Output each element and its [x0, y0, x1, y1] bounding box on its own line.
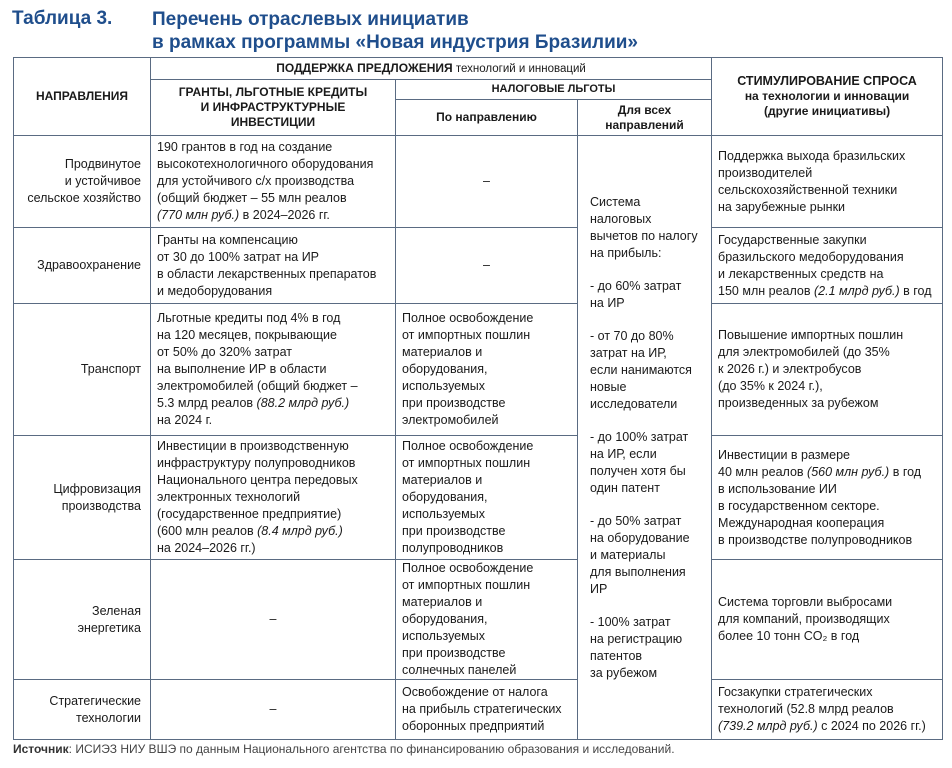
header-supply: ПОДДЕРЖКА ПРЕДЛОЖЕНИЯ технологий и инноваций [151, 58, 712, 80]
text-line: за рубежом [590, 665, 658, 680]
direction-cell [14, 560, 151, 680]
text-line: произведенных за рубежом [718, 396, 879, 410]
text-line: Транспорт [80, 362, 141, 376]
header-tax: НАЛОГОВЫЕ ЛЬГОТЫ [396, 80, 712, 100]
text-line: (770 млн руб.) в 2024–2026 гг. [157, 208, 330, 222]
table-row [14, 136, 943, 228]
text-line: на 120 месяцев, покрывающие [157, 328, 337, 342]
text-line: (общий бюджет – 55 млн реалов [157, 191, 347, 205]
text-line: более 10 тонн CO₂ в год [718, 629, 860, 643]
text-line: от импортных пошлин [402, 328, 531, 342]
text-line: если нанимаются [590, 362, 692, 377]
text-line: Цифровизация [53, 481, 141, 496]
text-line: Льготные кредиты под 4% в год [157, 311, 341, 325]
text-line: Гранты на компенсацию [157, 232, 298, 247]
text-line: материалов и оборудования, [402, 345, 488, 376]
text-line: и лекарственных средств на [718, 266, 884, 281]
text-line: Поддержка выхода бразильских [718, 148, 906, 163]
text-line: сельское хозяйство [27, 191, 141, 205]
header-all-directions: Для всех направлений [578, 100, 712, 136]
text-line: - до 50% затрат [590, 513, 682, 528]
tax-direction-cell [396, 560, 578, 680]
text-line: налоговых [590, 211, 652, 226]
text-line: Зеленая [92, 603, 141, 618]
text-line: 190 грантов в год на создание [157, 140, 333, 154]
demand-cell [712, 560, 943, 680]
direction-cell [14, 136, 151, 228]
text-line: (до 35% к 2024 г.), [718, 379, 823, 393]
text-line: Полное освобождение [402, 439, 534, 453]
source-note: Источник: ИСИЭЗ НИУ ВШЭ по данным Национального агентства по финансированию образования и исследований. [13, 742, 675, 756]
text-line: на ИР, если [590, 446, 657, 461]
text-line: производства [61, 498, 141, 513]
text-line: от 30 до 100% затрат на ИР [157, 249, 320, 264]
grants-cell [151, 228, 396, 304]
demand-cell [712, 136, 943, 228]
text-line: один патент [590, 480, 660, 495]
text-line: энергетика [77, 620, 141, 635]
text-line: Повышение импортных пошлин [718, 328, 904, 342]
text-line: на ИР [590, 295, 625, 310]
tax-direction-cell: – [396, 136, 578, 228]
tax-direction-cell [396, 436, 578, 560]
text-line: на оборудование [590, 530, 690, 545]
text-line: Полное освобождение [402, 311, 534, 325]
text-line: используемых [402, 507, 485, 521]
text-line: для устойчивого с/х производства [157, 174, 355, 188]
text-line: Стратегические [49, 693, 141, 708]
text-line: на прибыль: [590, 245, 662, 260]
tax-all-directions-cell [578, 136, 712, 740]
text-line: вычетов по налогу [590, 228, 698, 243]
text-line: и материалы [590, 547, 666, 562]
text-line: в использование ИИ [718, 481, 837, 496]
text-line: электромобилей (общий бюджет – [157, 379, 358, 393]
table-row [14, 228, 943, 304]
demand-cell [712, 228, 943, 304]
text-line: - от 70 до 80% [590, 328, 674, 343]
text-line: Продвинутое [64, 157, 141, 171]
text-line: Полное освобождение [402, 561, 534, 575]
text-line: 40 млн реалов (560 млн руб.) в год [718, 464, 922, 479]
text-line: на выполнение ИР в области [157, 362, 327, 376]
text-line: на прибыль стратегических [402, 702, 562, 716]
text-line: для выполнения [590, 564, 686, 579]
tax-direction-cell [396, 680, 578, 740]
text-line: на зарубежные рынки [718, 199, 846, 214]
text-line: в области лекарственных препаратов [157, 266, 377, 281]
text-line: - до 60% затрат [590, 278, 682, 293]
text-line: новые [590, 379, 627, 394]
text-line: ИР [590, 581, 608, 596]
text-line: 150 млн реалов (2.1 млрд руб.) в год [718, 283, 932, 298]
text-line: от импортных пошлин [402, 456, 531, 470]
text-line: высокотехнологичного оборудования [157, 157, 374, 171]
text-line: Система [590, 194, 641, 209]
text-line: Инвестиции в производственную [157, 439, 349, 453]
text-line: электромобилей [402, 413, 499, 427]
text-line: материалов и оборудования, [402, 473, 488, 504]
header-by-direction: По направлению [396, 100, 578, 136]
text-line: при производстве [402, 396, 506, 410]
text-line: Госзакупки стратегических [718, 685, 873, 699]
text-line: оборонных предприятий [402, 719, 545, 733]
header-directions: НАПРАВЛЕНИЯ [14, 58, 151, 136]
text-line: полупроводников [402, 541, 504, 555]
text-line: получен хотя бы [590, 463, 686, 478]
text-line: бразильского медоборудования [718, 249, 904, 264]
header-demand: СТИМУЛИРОВАНИЕ СПРОСА на технологии и инновации (другие инициативы) [712, 58, 943, 136]
header-grants: ГРАНТЫ, ЛЬГОТНЫЕ КРЕДИТЫ И ИНФРАСТРУКТУРНЫЕ ИНВЕСТИЦИИ [151, 80, 396, 136]
text-line: Здравоохранение [37, 258, 141, 272]
demand-cell [712, 436, 943, 560]
text-line: в производстве полупроводников [718, 532, 913, 547]
text-line: (739.2 млрд руб.) с 2024 по 2026 гг.) [718, 719, 926, 733]
demand-cell [712, 304, 943, 436]
text-line: - 100% затрат [590, 614, 671, 629]
direction-cell [14, 680, 151, 740]
text-line: технологии [75, 710, 141, 725]
direction-cell [14, 228, 151, 304]
text-line: к 2026 г.) и электробусов [718, 362, 862, 376]
text-line: 5.3 млрд реалов (88.2 млрд руб.) [157, 396, 350, 410]
direction-cell [14, 436, 151, 560]
text-line: на 2024–2026 гг.) [157, 541, 256, 555]
text-line: и устойчивое [64, 174, 141, 188]
text-line: инфраструктуру полупроводников [157, 456, 356, 470]
grants-cell [151, 136, 396, 228]
text-line: - до 100% затрат [590, 429, 689, 444]
text-line: (600 млн реалов (8.4 млрд руб.) [157, 524, 343, 538]
text-line: и медоборудования [157, 283, 273, 298]
text-line: Инвестиции в размере [718, 447, 850, 462]
table-title: Перечень отраслевых инициатив в рамках программы «Новая индустрия Бразилии» [152, 9, 639, 53]
text-line: для компаний, производящих [718, 612, 890, 626]
grants-cell [151, 304, 396, 436]
tax-direction-cell [396, 304, 578, 436]
text-line: сельскохозяйственной техники [718, 182, 898, 197]
text-line: при производстве [402, 646, 506, 660]
text-line: Международная кооперация [718, 515, 885, 530]
initiatives-table [13, 57, 943, 740]
text-line: (государственное предприятие) [157, 507, 342, 521]
table-row [14, 304, 943, 436]
text-line: используемых [402, 379, 485, 393]
text-line: используемых [402, 629, 485, 643]
text-line: солнечных панелей [402, 663, 517, 677]
demand-cell [712, 680, 943, 740]
text-line: для электромобилей (до 35% [718, 345, 890, 359]
table-number: Таблица 3. [12, 8, 113, 29]
table-row [14, 680, 943, 740]
text-line: материалов и оборудования, [402, 595, 488, 626]
table-row [14, 560, 943, 680]
tax-direction-cell: – [396, 228, 578, 304]
text-line: Освобождение от налога [402, 685, 548, 699]
text-line: при производстве [402, 524, 506, 538]
text-line: Система торговли выбросами [718, 595, 893, 609]
direction-cell [14, 304, 151, 436]
text-line: производителей [718, 165, 813, 180]
text-line: на регистрацию [590, 631, 683, 646]
text-line: исследователи [590, 396, 678, 411]
table-row [14, 436, 943, 560]
grants-cell: – [151, 680, 396, 740]
text-line: на 2024 г. [157, 413, 213, 427]
text-line: от 50% до 320% затрат [157, 345, 293, 359]
text-line: в государственном секторе. [718, 498, 880, 513]
text-line: патентов [590, 648, 643, 663]
grants-cell: – [151, 560, 396, 680]
grants-cell [151, 436, 396, 560]
text-line: Государственные закупки [718, 232, 867, 247]
text-line: Национального центра передовых [157, 473, 358, 487]
text-line: затрат на ИР, [590, 345, 667, 360]
text-line: технологий (52.8 млрд реалов [718, 702, 894, 716]
text-line: от импортных пошлин [402, 578, 531, 592]
text-line: электронных технологий [157, 490, 301, 504]
